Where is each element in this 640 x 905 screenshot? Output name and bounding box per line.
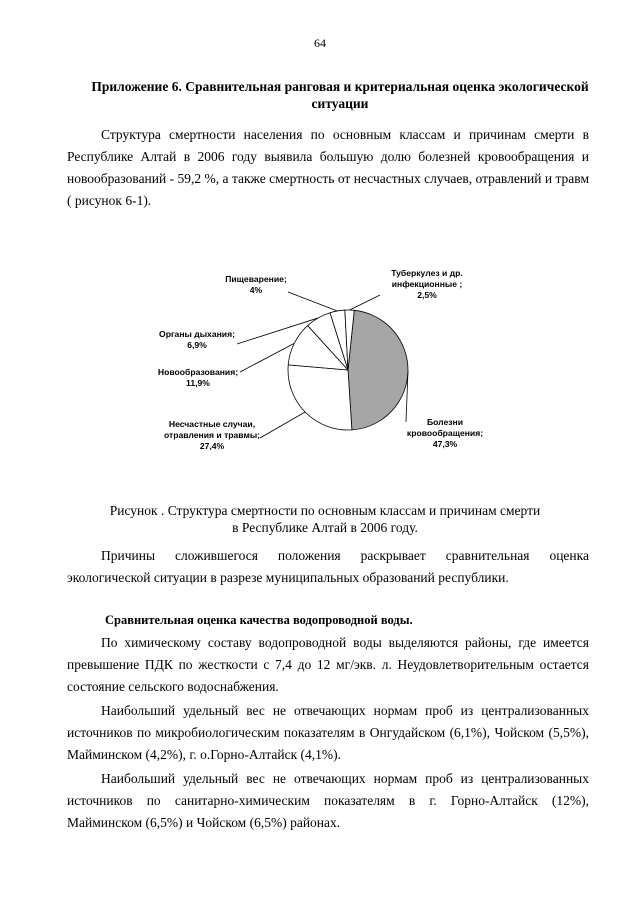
heading-line-1: Приложение 6. Сравнительная ранговая и критериальная оценка экологической bbox=[91, 79, 589, 94]
pie-label-digestion: Пищеварение; 4% bbox=[225, 274, 287, 295]
heading-line-2: ситуации bbox=[311, 96, 369, 111]
pie-label-respiratory-organs: Органы дыхания; 6,9% bbox=[159, 329, 235, 350]
appendix-heading bbox=[80, 78, 600, 112]
caption-line-2: в Республике Алтай в 2006 году. bbox=[232, 520, 418, 535]
reasons-paragraph: Причины сложившегося положения раскрывает сравнительная оценка экологической ситуации в разрезе муниципальных образований республики. bbox=[67, 548, 589, 585]
caption-line-1: Рисунок . Структура смертности по основным классам и причинам смерти bbox=[109, 503, 541, 518]
mortality-pie-chart bbox=[140, 262, 520, 472]
chemical-paragraph: По химическому составу водопроводной воды выделяются районы, где имеется превышение ПДК по жесткости с 7,4 до 12 мг/экв. л. Неудовлетворительным остается состояние сельского водоснабжения. bbox=[67, 635, 589, 694]
pie-slice-circulatory-diseases bbox=[348, 310, 408, 430]
pie-label-tuberculosis-infections: Туберкулез и др. инфекционные ; 2,5% bbox=[391, 268, 463, 300]
leader-line-neoplasms bbox=[240, 343, 294, 372]
pie-slice-accidents-poisoning-injuries bbox=[288, 365, 352, 430]
water-quality-subheading: Сравнительная оценка качества водопроводной воды. bbox=[105, 613, 413, 627]
microbiological-paragraph: Наибольший удельный вес не отвечающих нормам проб из централизованных источников по микробиологическим показателям в Онгудайском (6,1%), Чойском (5,5%), Майминском (4,2%), г. о.Горно-Алтайск (4,1%). bbox=[67, 703, 589, 762]
intro-paragraph: Структура смертности населения по основным классам и причинам смерти в Республике Алтай в 2006 году выявила большую долю болезней кровообращения и новообразований - 59,2 %, а также смертность от несчастных случаев, отравлений и травм ( рисунок 6-1). bbox=[67, 127, 589, 208]
leader-line-digestion bbox=[288, 292, 337, 311]
pie-label-circulatory-diseases: Болезни кровообращения; 47,3% bbox=[406, 417, 484, 449]
pie-label-accidents-poisoning-injuries: Несчастные случаи, отравления и травмы; 27,4% bbox=[163, 419, 261, 451]
leader-line-accidents-poisoning-injuries bbox=[260, 412, 305, 438]
pie-label-neoplasms: Новообразования; 11,9% bbox=[157, 367, 239, 388]
leader-line-tuberculosis-infections bbox=[350, 295, 380, 310]
sanitary-paragraph: Наибольший удельный вес не отвечающих нормам проб из централизованных источников по санитарно-химическим показателям в г. Горно-Алтайск (12%), Майминском (6,5%) и Чойском (6,5%) районах. bbox=[67, 771, 589, 830]
figure-caption bbox=[80, 502, 570, 536]
pie-slices bbox=[288, 310, 408, 430]
page-number: 64 bbox=[314, 36, 326, 50]
